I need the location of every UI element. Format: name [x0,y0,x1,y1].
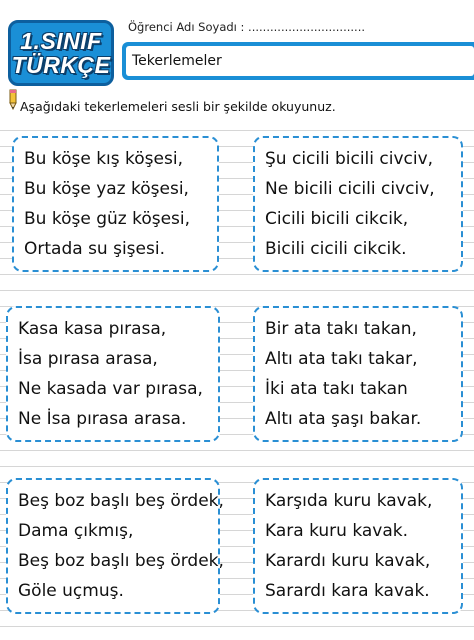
verse-box-3 [6,306,220,442]
verse-line: Sarardı kara kavak. [265,581,430,601]
verse-line: Kasa kasa pırasa, [18,319,167,339]
verse-line: Bu köşe kış köşesi, [24,149,183,169]
student-name-field: Öğrenci Adı Soyadı : ................................ [128,20,366,34]
badge-line2: TÜRKÇE [11,52,111,78]
verse-line: İsa pırasa arasa, [18,349,158,369]
verse-box-2 [253,136,463,272]
page-title: Tekerlemeler [126,46,474,76]
verse-line: Cicili bicili cikcik, [265,209,409,229]
verse-box-4 [253,306,463,442]
verse-box-1 [12,136,219,272]
instruction-text: Aşağıdaki tekerlemeleri sesli bir şekilde okuyunuz. [20,99,336,114]
verse-box-5 [6,478,224,614]
verse-line: Göle uçmuş. [18,581,124,601]
verse-line: Bu köşe güz köşesi, [24,209,191,229]
verse-line: Bu köşe yaz köşesi, [24,179,189,199]
verse-line: Beş boz başlı beş ördek, [18,491,224,511]
verse-line: Altı ata takı takar, [265,349,418,369]
verse-line: Ne kasada var pırasa, [18,379,203,399]
verse-line: Ortada su şişesi. [24,239,165,259]
verse-line: Dama çıkmış, [18,521,134,541]
verse-line: Şu cicili bicili civciv, [265,149,434,169]
verse-line: Bir ata takı takan, [265,319,417,339]
verse-line: Karardı kuru kavak, [265,551,431,571]
verse-line: Bicili cicili cikcik. [265,239,407,259]
verse-line: Ne İsa pırasa arasa. [18,409,187,429]
verse-box-6 [253,478,463,614]
verse-line: Altı ata şaşı bakar. [265,409,422,429]
grade-badge [8,20,114,86]
verse-line: Beş boz başlı beş ördek, [18,551,224,571]
verse-line: İki ata takı takan [265,379,408,399]
verse-line: Ne bicili cicili civciv, [265,179,435,199]
verse-line: Karşıda kuru kavak, [265,491,433,511]
title-bar [122,42,474,80]
verse-line: Kara kuru kavak. [265,521,409,541]
badge-line1: 1.SINIF [20,28,102,54]
